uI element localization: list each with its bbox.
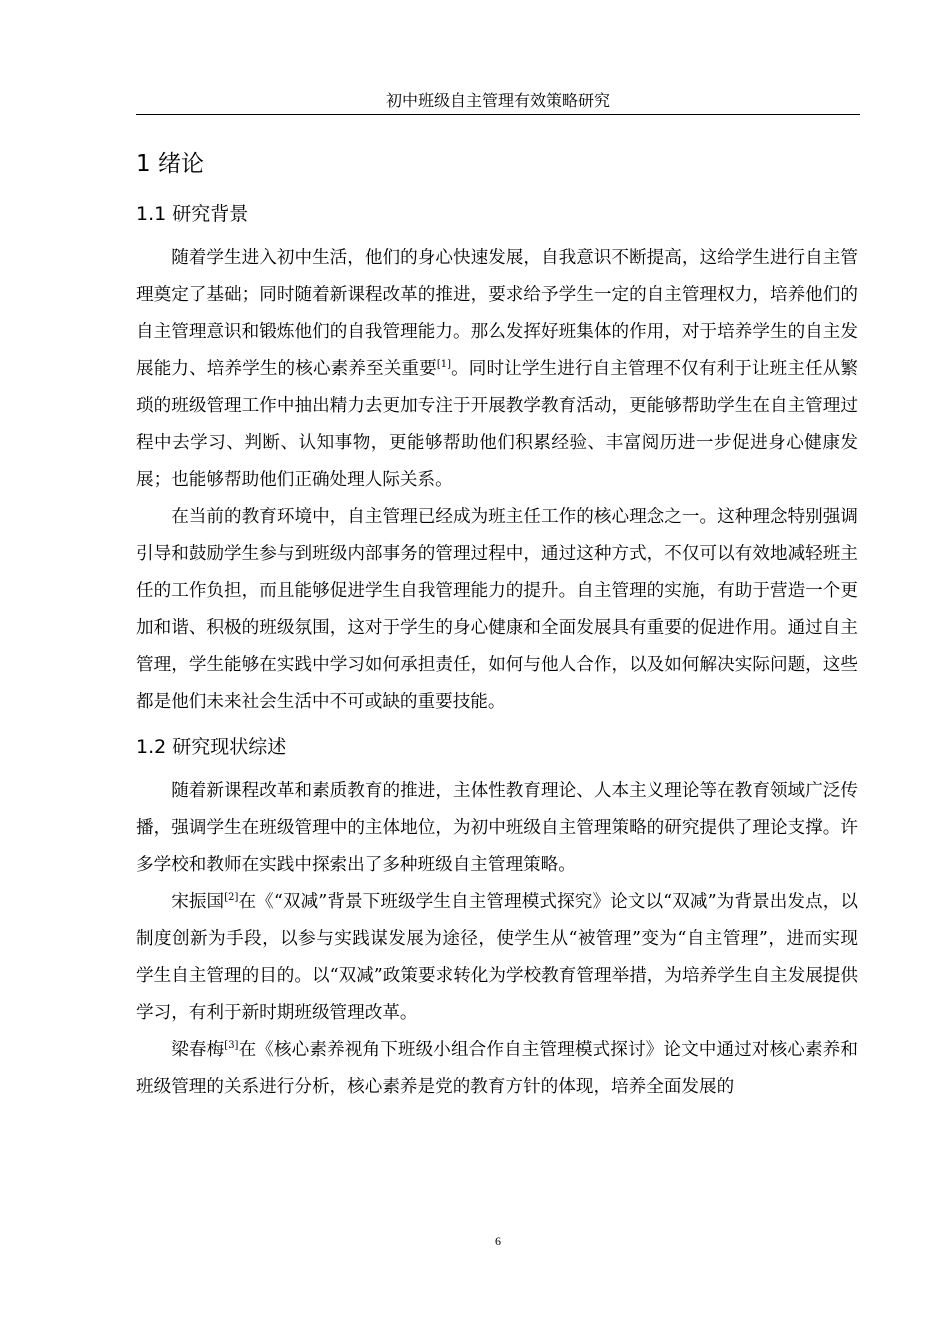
section-heading: 1.1 研究背景 bbox=[136, 203, 249, 225]
citation-marker: [2] bbox=[224, 892, 239, 903]
chapter-title: 1 绪论 bbox=[136, 151, 204, 177]
body-paragraph bbox=[136, 1032, 858, 1106]
running-header: 初中班级自主管理有效策略研究 bbox=[385, 91, 610, 110]
citation-marker: [1] bbox=[436, 359, 451, 370]
body-paragraph bbox=[136, 240, 858, 499]
body-paragraph bbox=[136, 773, 858, 884]
body-paragraph bbox=[136, 499, 858, 721]
paragraph-text: 随着学生进入初中生活，他们的身心快速发展，自我意识不断提高，这给学生进行自主管理奠定了基础；同时随着新课程改革的推进，要求给予学生一定的自主管理权力，培养他们的自主管理意识和锻炼他们的自我管理能力。那么发挥好班集体的作用，对于培养学生的自主发展能力、培养学生的核心素养至关重要 bbox=[136, 248, 858, 379]
paragraph-text: 在当前的教育环境中，自主管理已经成为班主任工作的核心理念之一。这种理念特别强调引导和鼓励学生参与到班级内部事务的管理过程中，通过这种方式，不仅可以有效地减轻班主任的工作负担，而且能够促进学生自我管理能力的提升。自主管理的实施，有助于营造一个更加和谐、积极的班级氛围，这对于学生的身心健康和全面发展具有重要的促进作用。通过自主管理，学生能够在实践中学习如何承担责任，如何与他人合作，以及如何解决实际问题，这些都是他们未来社会生活中不可或缺的重要技能。 bbox=[136, 507, 858, 712]
body-paragraph bbox=[136, 884, 858, 1032]
paragraph-text: 随着新课程改革和素质教育的推进，主体性教育理论、人本主义理论等在教育领域广泛传播，强调学生在班级管理中的主体地位，为初中班级自主管理策略的研究提供了理论支撑。许多学校和教师在实践中探索出了多种班级自主管理策略。 bbox=[136, 781, 858, 875]
body-content bbox=[136, 140, 858, 1106]
section-heading: 1.2 研究现状综述 bbox=[136, 736, 287, 758]
page-number: 6 bbox=[495, 1234, 501, 1248]
paragraph-text: 在《“双减”背景下班级学生自主管理模式探究》论文以“双减”为背景出发点，以制度创新为手段，以参与实践谋发展为途径，使学生从“被管理”变为“自主管理”，进而实现学生自主管理的目的。以“双减”政策要求转化为学校教育管理举措，为培养学生自主发展提供学习，有利于新时期班级管理改革。 bbox=[136, 892, 858, 1023]
paragraph-text: 。同时让学生进行自主管理不仅有利于让班主任从繁琐的班级管理工作中抽出精力去更加专注于开展教学教育活动，更能够帮助学生在自主管理过程中去学习、判断、认知事物，更能够帮助他们积累经验、丰富阅历进一步促进身心健康发展；也能够帮助他们正确处理人际关系。 bbox=[136, 359, 858, 490]
citation-marker: [3] bbox=[224, 1040, 239, 1051]
paragraph-text: 宋振国 bbox=[171, 892, 225, 912]
paragraph-text: 在《核心素养视角下班级小组合作自主管理模式探讨》论文中通过对核心素养和班级管理的关系进行分析，核心素养是党的教育方针的体现，培养全面发展的 bbox=[136, 1040, 858, 1097]
paragraph-text: 梁春梅 bbox=[171, 1040, 225, 1060]
header-rule bbox=[136, 114, 860, 115]
